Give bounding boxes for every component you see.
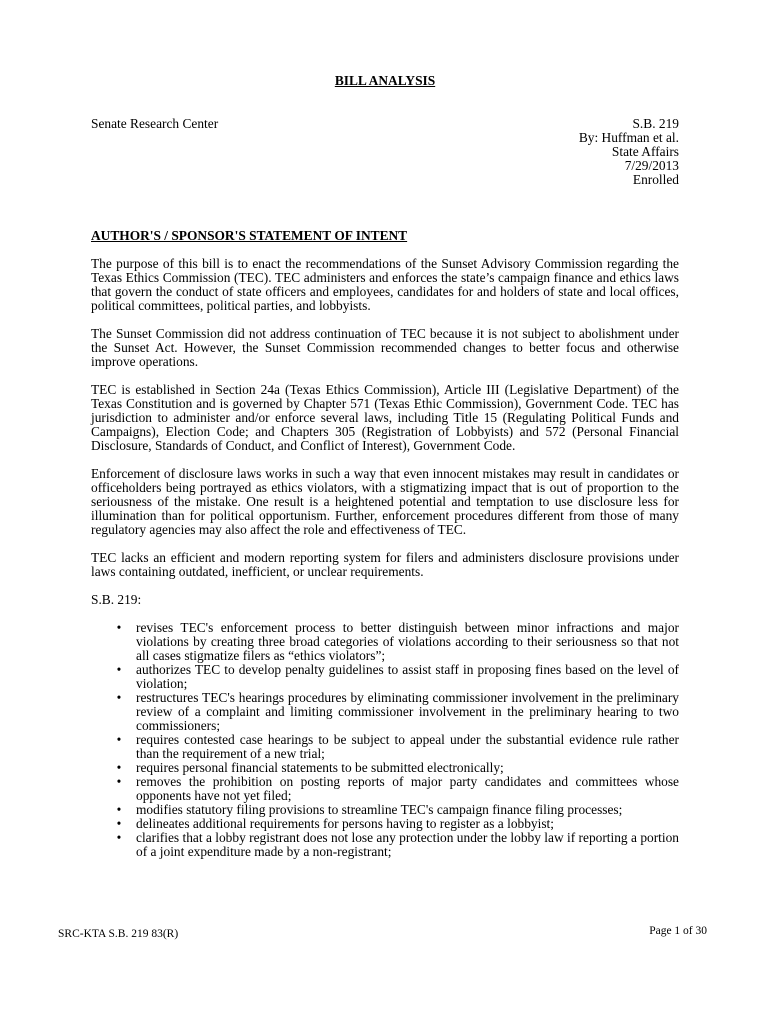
list-item [91,803,679,817]
bullet-icon: • [116,774,122,789]
list-item-text: removes the prohibition on posting reports of major party candidates and committees whose opponents have not yet filed; [136,774,679,803]
list-item [91,775,679,803]
list-item-text: delineates additional requirements for persons having to register as a lobbyist; [136,816,554,831]
footer-page-number: Page 1 of 30 [649,925,707,937]
list-item [91,733,679,761]
header-author-office: Senate Research Center [91,116,219,131]
list-item-text: revises TEC's enforcement process to better distinguish between minor infractions and major violations by creating three broad categories of violations according to their seriousness so that not all cases stigmatize filers as “ethics violators”; [136,620,679,663]
bullet-icon: • [116,690,122,705]
list-item [91,761,679,775]
bullet-icon: • [116,802,122,817]
list-item [91,621,679,663]
committee: State Affairs [611,144,679,159]
paragraph: Enforcement of disclosure laws works in such a way that even innocent mistakes may result in candidates or officeholders being portrayed as ethics violators, with a stigmatizing impact that is out of proportion to the seriousness of the mistake. One result is a heightened potential and temptation to use disclosure less for illumination than for political opportunism. Further, enforcement procedures different from those of many regulatory agencies may also affect the role and effectiveness of TEC. [91,466,679,537]
list-item-text: authorizes TEC to develop penalty guidelines to assist staff in proposing fines based on the level of violation; [136,662,679,691]
bill-number: S.B. 219 [632,116,679,131]
bullet-icon: • [116,830,122,845]
bullet-icon: • [116,620,122,635]
list-item [91,831,679,859]
list-item-text: modifies statutory filing provisions to streamline TEC's campaign finance filing processes; [136,802,623,817]
section-heading: AUTHOR'S / SPONSOR'S STATEMENT OF INTENT [91,228,408,243]
bill-status: Enrolled [632,172,679,187]
bullet-icon: • [116,816,122,831]
footer-document-id: SRC-KTA S.B. 219 83(R) [58,928,179,940]
page-title: BILL ANALYSIS [334,73,436,88]
bill-authors: By: Huffman et al. [578,130,679,145]
document-body [91,229,679,859]
list-item-text: requires personal financial statements to be submitted electronically; [136,760,504,775]
list-item-text: clarifies that a lobby registrant does not lose any protection under the lobby law if reporting a portion of a joint expenditure made by a non-registrant; [136,830,679,859]
paragraph: TEC is established in Section 24a (Texas Ethics Commission), Article III (Legislative Department) of the Texas Constitution and is governed by Chapter 571 (Texas Ethic Commission), Government Code. TEC has jurisdiction to administer and/or enforce several laws, including Title 15 (Regulating Political Funds and Campaigns), Election Code; and Chapters 305 (Registration of Lobbyists) and 572 (Personal Financial Disclosure, Standards of Conduct, and Conflict of Interest), Government Code. [91,382,679,453]
bill-list-intro: S.B. 219: [91,592,142,607]
bill-date: 7/29/2013 [624,158,679,173]
list-item [91,663,679,691]
list-item-text: restructures TEC's hearings procedures by eliminating commissioner involvement in the preliminary review of a complaint and limiting commissioner involvement in the preliminary hearing to two commissioners; [136,690,679,733]
list-item [91,691,679,733]
list-item-text: requires contested case hearings to be subject to appeal under the substantial evidence rule rather than the requirement of a new trial; [136,732,679,761]
bullet-icon: • [116,662,122,677]
provisions-list [91,621,679,859]
paragraph: TEC lacks an efficient and modern reporting system for filers and administers disclosure provisions under laws containing outdated, inefficient, or unclear requirements. [91,550,679,579]
bullet-icon: • [116,732,122,747]
header-bill-info [579,117,679,187]
bullet-icon: • [116,760,122,775]
paragraph: The purpose of this bill is to enact the recommendations of the Sunset Advisory Commission regarding the Texas Ethics Commission (TEC). TEC administers and enforces the state’s campaign finance and ethics laws that govern the conduct of state officers and employees, candidates for and holders of state and local offices, political committees, political parties, and lobbyists. [91,256,679,313]
paragraph: The Sunset Commission did not address continuation of TEC because it is not subject to abolishment under the Sunset Act. However, the Sunset Commission recommended changes to better focus and otherwise improve operations. [91,326,679,369]
list-item [91,817,679,831]
